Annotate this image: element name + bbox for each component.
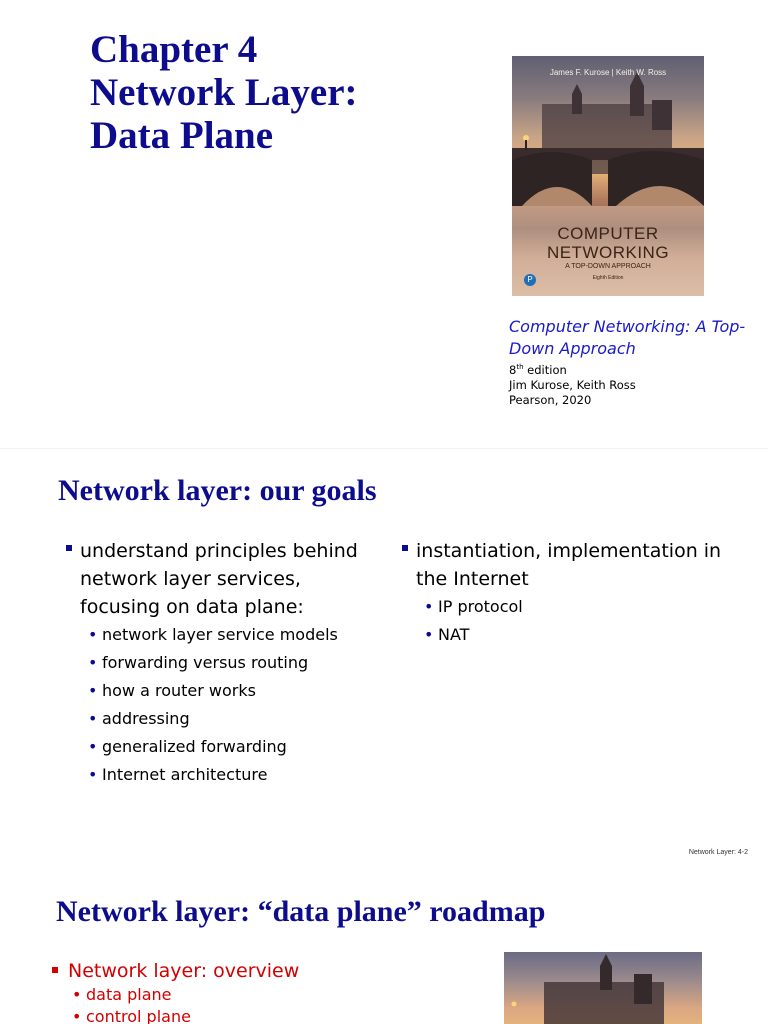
dot-bullet-icon: • — [72, 985, 82, 1004]
slide-heading: Network layer: our goals — [58, 474, 377, 507]
cover-subtitle: A TOP-DOWN APPROACH — [565, 263, 651, 270]
dot-bullet-icon: • — [72, 1007, 82, 1024]
bullet-main — [402, 537, 742, 593]
slide-goals — [0, 448, 768, 867]
bullet-text: understand principles behind network layer services, focusing on data plane: — [80, 540, 358, 618]
goals-right-column — [402, 537, 742, 649]
list-item — [66, 705, 386, 733]
slide-heading: Network layer: “data plane” roadmap — [56, 895, 546, 928]
dot-bullet-icon: • — [88, 653, 98, 672]
chapter-title-line: Chapter 4 — [90, 28, 258, 71]
cover-edition: Eighth Edition — [592, 275, 624, 281]
dot-bullet-icon: • — [88, 737, 98, 756]
book-edition — [509, 360, 749, 378]
chapter-title — [90, 28, 358, 157]
edition-superscript: th — [516, 363, 524, 371]
list-item — [66, 761, 386, 789]
list-item — [66, 733, 386, 761]
list-item-text: how a router works — [102, 681, 256, 700]
roadmap-subitem-text: control plane — [86, 1007, 191, 1024]
roadmap-item-text: Network layer: overview — [68, 960, 300, 982]
list-item — [402, 593, 742, 621]
list-item-text: forwarding versus routing — [102, 653, 309, 672]
slide-title — [0, 0, 768, 430]
edition-number: 8 — [509, 362, 517, 377]
goals-left-column — [66, 537, 386, 789]
dot-bullet-icon: • — [88, 765, 98, 784]
list-item-text: network layer service models — [102, 625, 338, 644]
edition-word: edition — [523, 362, 567, 377]
roadmap-list — [52, 958, 299, 1024]
book-publisher: Pearson, 2020 — [509, 392, 592, 407]
cover-title-line: NETWORKING — [546, 243, 670, 262]
roadmap-subitem — [52, 1006, 299, 1024]
slide-number: Network Layer: 4-2 — [688, 849, 748, 856]
list-item-text: addressing — [102, 709, 190, 728]
roadmap-subitem-text: data plane — [86, 985, 172, 1004]
list-item-text: NAT — [438, 625, 470, 644]
slide-roadmap — [0, 884, 768, 1024]
square-bullet-icon — [52, 967, 58, 973]
sub-bullet-list — [66, 621, 386, 789]
bullet-main — [66, 537, 386, 621]
cover-title — [512, 224, 704, 262]
cover-title-line: COMPUTER — [557, 224, 659, 243]
book-title: Computer Networking: A Top-Down Approach — [509, 317, 746, 358]
dot-bullet-icon: • — [424, 625, 434, 644]
dot-bullet-icon: • — [424, 597, 434, 616]
dot-bullet-icon: • — [88, 681, 98, 700]
chapter-title-line: Network Layer: — [90, 71, 358, 114]
publisher-logo-icon: P — [524, 274, 536, 286]
list-item-text: IP protocol — [438, 597, 523, 616]
book-info — [509, 316, 749, 408]
list-item-text: generalized forwarding — [102, 737, 287, 756]
roadmap-item — [52, 958, 299, 984]
dot-bullet-icon: • — [88, 625, 98, 644]
list-item — [66, 677, 386, 705]
book-authors: Jim Kurose, Keith Ross — [509, 377, 636, 392]
book-cover-thumbnail — [504, 952, 702, 1024]
square-bullet-icon — [402, 545, 408, 551]
building-silhouette — [504, 952, 702, 1024]
list-item-text: Internet architecture — [102, 765, 268, 784]
dot-bullet-icon: • — [88, 709, 98, 728]
cover-authors: James F. Kurose | Keith W. Ross — [549, 68, 667, 77]
list-item — [66, 621, 386, 649]
list-item — [66, 649, 386, 677]
square-bullet-icon — [66, 545, 72, 551]
list-item — [402, 621, 742, 649]
book-cover-image — [512, 56, 704, 296]
bullet-text: instantiation, implementation in the Internet — [416, 540, 722, 590]
chapter-title-line: Data Plane — [90, 114, 274, 157]
sub-bullet-list — [402, 593, 742, 649]
roadmap-subitem — [52, 984, 299, 1006]
